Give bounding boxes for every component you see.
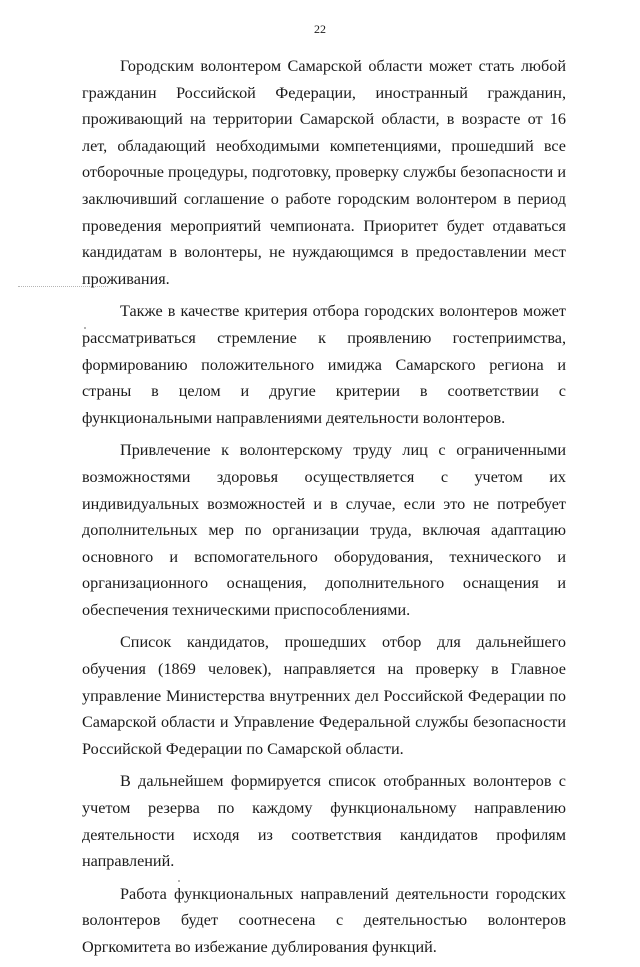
paragraph: Работа функциональных направлений деятельности городских волонтеров будет соотнесена с деятельностью волонтеров Оргкомитета во избежание дублирования функций. xyxy=(82,884,566,956)
paragraph: Список кандидатов, прошедших отбор для дальнейшего обучения (1869 человек), направляется на проверку в Главное управление Министерства внутренних дел Российской Федерации по Самарской области и Управление Федеральной службы безопасности Российской Федерации по Самарской области. xyxy=(82,633,566,758)
paragraph: Также в качестве критерия отбора городских волонтеров может рассматриваться стремление к проявлению гостеприимства, формированию положительного имиджа Самарского региона и страны в целом и другие критерии в соответствии с функциональными направлениями деятельности волонтеров. xyxy=(82,302,566,427)
page-number: 22 xyxy=(314,22,326,36)
paragraph: Городским волонтером Самарской области может стать любой гражданин Российской Федерации, иностранный гражданин, проживающий на территории Самарской области, в возрасте от 16 лет, обладающий необходимыми компетенциями, прошедший все отборочные процедуры, подготовку, проверку службы безопасности и заключивший соглашение о работе городским волонтером в период проведения мероприятий чемпионата. Приоритет будет отдаваться кандидатам в волонтеры, не нуждающимся в предоставлении мест проживания. xyxy=(82,57,566,288)
paragraph: В дальнейшем формируется список отобранных волонтеров с учетом резерва по каждому функциональному направлению деятельности исходя из соответствия кандидатов профилям направлений. xyxy=(82,772,566,871)
paragraph: Привлечение к волонтерскому труду лиц с ограниченными возможностями здоровья осуществляется с учетом их индивидуальных возможностей и в случае, если это не потребует дополнительных мер по организации труда, включая адаптацию основного и вспомогательного оборудования, технического и организационного оснащения, дополнительного оснащения и обеспечения техническими приспособлениями. xyxy=(82,441,566,619)
document-body xyxy=(82,53,566,967)
